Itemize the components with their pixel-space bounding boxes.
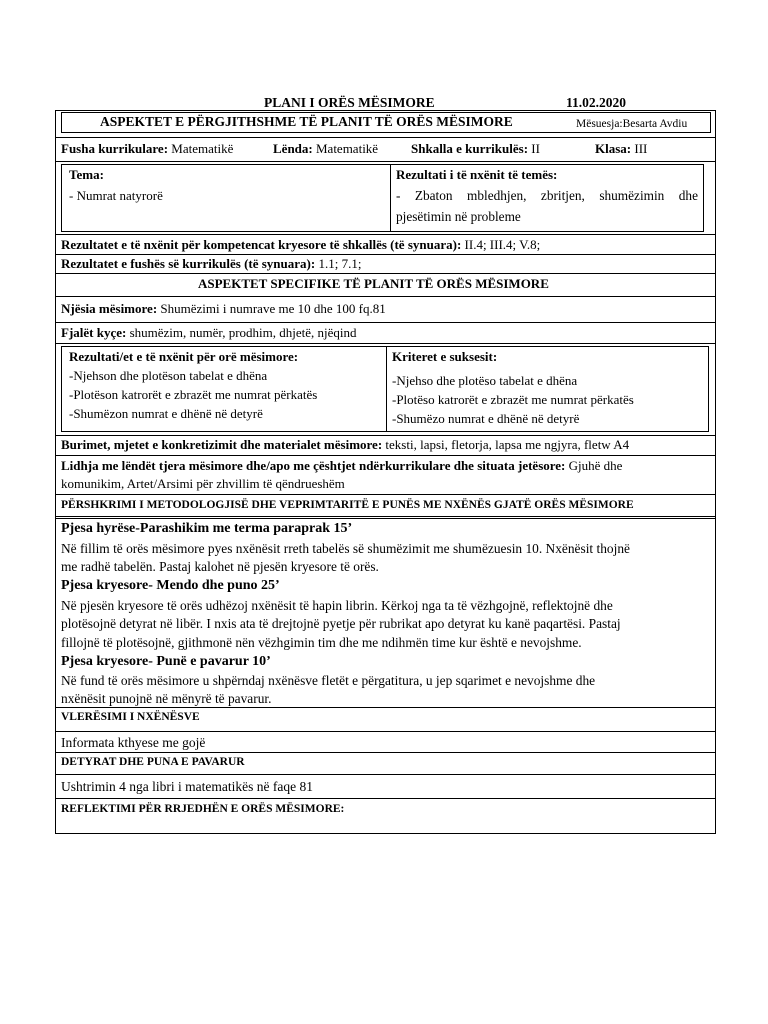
level-row <box>411 141 540 157</box>
general-aspects-heading: ASPEKTET E PËRGJITHSHME TË PLANIT TË ORËS MËSIMORE <box>100 114 513 129</box>
part3-title: Pjesa kryesore- Punë e pavarur 10’ <box>61 654 271 669</box>
subject-label: Lënda: <box>273 141 313 156</box>
outcomes-label: Rezultati/et e të nxënit për orë mësimore: <box>69 349 299 364</box>
part3-line1: Në fund të orës mësimore u shpërndaj nxënësve fletët e përgatitura, u jep sqarimet e nevojshme dhe <box>61 673 596 688</box>
specific-aspects-heading: ASPEKTET SPECIFIKE TË PLANIT TË ORËS MËSIMORE <box>198 276 549 291</box>
competences-row <box>61 237 540 253</box>
assessment-heading: VLERËSIMI I NXËNËSVE <box>61 711 200 723</box>
keywords-label: Fjalët kyçe: <box>61 325 127 340</box>
resources-row <box>61 437 629 453</box>
unit-row <box>61 301 386 317</box>
links-value-line2: komunikim, Artet/Arsimi për zhvillim të qëndrueshëm <box>61 476 345 491</box>
links-row <box>61 458 622 474</box>
links-value-line1: Gjuhë dhe <box>565 458 623 473</box>
document-title: PLANI I ORËS MËSIMORE <box>264 95 435 110</box>
subject-row <box>273 141 378 157</box>
competences-value: II.4; III.4; V.8; <box>461 237 541 252</box>
part1-line2: me radhë tabelën. Pastaj kalohet në pjesën kryesore të orës. <box>61 559 379 574</box>
document-date: 11.02.2020 <box>566 95 627 110</box>
part2-title: Pjesa kryesore- Mendo dhe puno 25’ <box>61 578 280 593</box>
curriculum-row <box>61 141 233 157</box>
teacher-name: Mësuesja:Besarta Avdiu <box>576 118 688 130</box>
homework-heading: DETYRAT DHE PUNA E PAVARUR <box>61 756 245 768</box>
level-value: II <box>531 141 540 156</box>
subject-value: Matematikë <box>315 141 379 156</box>
links-label: Lidhja me lëndët tjera mësimore dhe/apo me çështjet ndërkurrikulare dhe situata jetësore: <box>61 458 566 473</box>
part2-line2: plotësojnë detyrat në libër. I nxis ata të drejtojnë pyetje për rubrikat apo detyrat ku kanë paqartësi. Pastaj <box>61 616 621 631</box>
reflection-heading: REFLEKTIMI PËR RRJEDHËN E ORËS MËSIMORE: <box>61 803 345 815</box>
criteria-item: -Plotëso katrorët e zbrazët me numrat përkatës <box>392 392 634 407</box>
keywords-row <box>61 325 357 341</box>
field-results-row <box>61 256 361 272</box>
topic-label: Tema: <box>69 167 104 182</box>
part2-line3: fillojnë të plotësojnë, gjithmonë nën vëzhgimin tim dhe me ndihmën time kur është e nevojshme. <box>61 635 582 650</box>
unit-label: Njësia mësimore: <box>61 301 158 316</box>
outcome-item: -Shumëzon numrat e dhënë në detyrë <box>69 406 263 421</box>
class-label: Klasa: <box>595 141 632 156</box>
keywords-value: shumëzim, numër, prodhim, dhjetë, njëqind <box>126 325 357 340</box>
level-label: Shkalla e kurrikulës: <box>411 141 529 156</box>
criteria-label: Kriteret e suksesit: <box>392 349 498 364</box>
class-row <box>595 141 647 157</box>
unit-value: Shumëzimi i numrave me 10 dhe 100 fq.81 <box>157 301 386 316</box>
field-label: Fusha kurrikulare: <box>61 141 169 156</box>
part1-line1: Në fillim të orës mësimore pyes nxënësit rreth tabelës së shumëzimit me shumëzuesin 10. Nxënësit thojnë <box>61 541 630 556</box>
outcome-item: -Plotëson katrorët e zbrazët me numrat përkatës <box>69 387 318 402</box>
outcome-item: -Njehson dhe plotëson tabelat e dhëna <box>69 368 268 383</box>
topic-result-label: Rezultati i të nxënit të temës: <box>396 167 558 182</box>
topic-result-line1: - Zbaton mbledhjen, zbritjen, shumëzimin dhe <box>396 188 698 203</box>
methodology-heading: PËRSHKRIMI I METODOLOGJISË DHE VEPRIMTARITË E PUNËS ME NXËNËS GJATË ORËS MËSIMORE <box>61 499 634 511</box>
field-value: Matematikë <box>171 141 234 156</box>
criteria-item: -Njehso dhe plotëso tabelat e dhëna <box>392 373 578 388</box>
topic-result-line2: pjesëtimin në probleme <box>396 209 521 224</box>
criteria-item: -Shumëzo numrat e dhënë në detyrë <box>392 411 580 426</box>
part3-line2: nxënësit punojnë në mënyrë të pavarur. <box>61 691 272 706</box>
part2-line1: Në pjesën kryesore të orës udhëzoj nxënësit të hapin librin. Kërkoj nga ta të vëzhgojnë, reflektojnë dhe <box>61 598 613 613</box>
resources-label: Burimet, mjetet e konkretizimit dhe materialet mësimore: <box>61 437 383 452</box>
resources-value: teksti, lapsi, fletorja, lapsa me ngjyra, fletw A4 <box>382 437 630 452</box>
part1-title: Pjesa hyrëse-Parashikim me terma paraprak 15’ <box>61 521 353 536</box>
topic-value: - Numrat natyrorë <box>69 188 163 203</box>
field-results-label: Rezultatet e fushës së kurrikulës (të synuara): <box>61 256 316 271</box>
competences-label: Rezultatet e të nxënit për kompetencat kryesore të shkallës (të synuara): <box>61 237 462 252</box>
assessment-value: Informata kthyese me gojë <box>61 735 206 750</box>
class-value: III <box>634 141 648 156</box>
field-results-value: 1.1; 7.1; <box>315 256 362 271</box>
homework-value: Ushtrimin 4 nga libri i matematikës në faqe 81 <box>61 779 313 794</box>
